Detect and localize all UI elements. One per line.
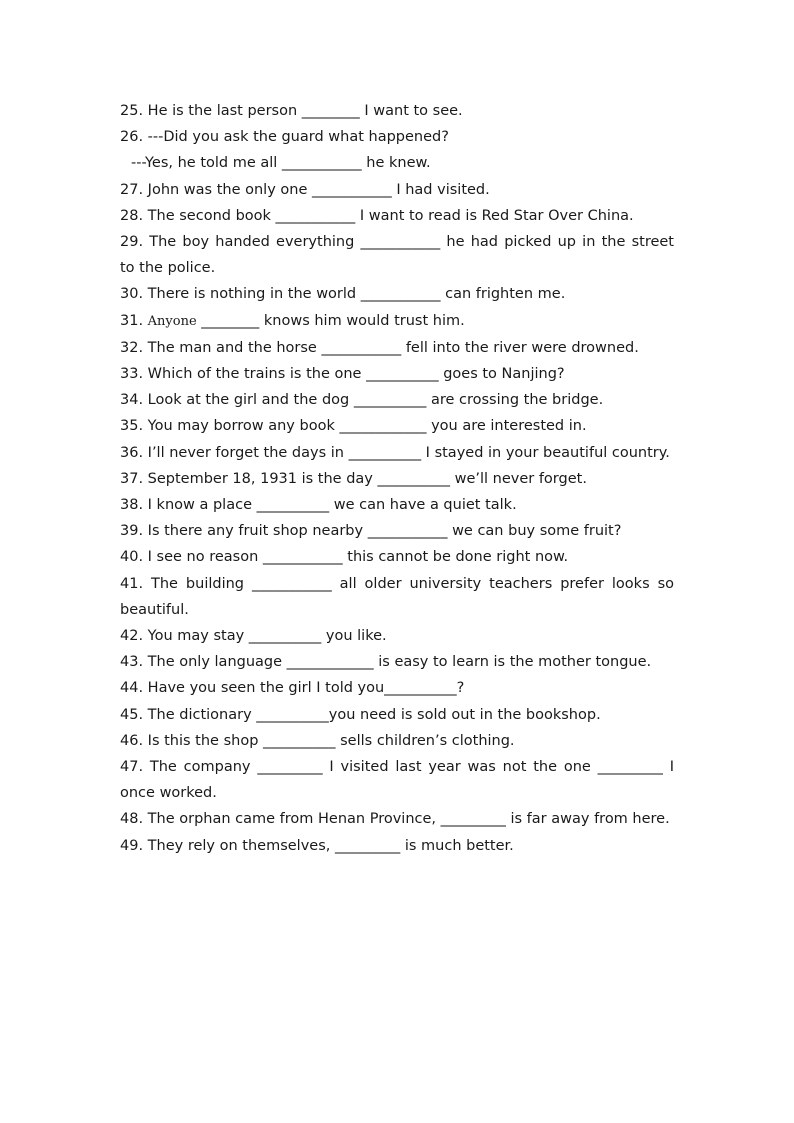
question-27: 27. John was the only one ___________ I had visited.	[120, 181, 490, 198]
question-46: 46. Is this the shop __________ sells children’s clothing.	[120, 732, 515, 749]
question-37: 37. September 18, 1931 is the day __________ we’ll never forget.	[120, 470, 587, 487]
question-29: 29. The boy handed everything ___________ he had picked up in the street to the police.	[120, 234, 679, 277]
question-30: 30. There is nothing in the world ___________ can frighten me.	[120, 286, 566, 303]
question-26-prompt: 26. ---Did you ask the guard what happened?	[120, 129, 449, 146]
exercise-list	[120, 98, 679, 859]
question-43: 43. The only language ____________ is easy to learn is the mother tongue.	[120, 654, 652, 671]
question-33: 33. Which of the trains is the one __________ goes to Nanjing?	[120, 366, 565, 383]
question-32: 32. The man and the horse ___________ fell into the river were drowned.	[120, 339, 639, 356]
question-39: 39. Is there any fruit shop nearby ___________ we can buy some fruit?	[120, 523, 622, 540]
question-31-word: Anyone	[147, 313, 197, 329]
question-45: 45. The dictionary __________you need is sold out in the bookshop.	[120, 706, 601, 723]
question-36: 36. I’ll never forget the days in __________ I stayed in your beautiful country.	[120, 444, 670, 461]
question-47: 47. The company _________ I visited last year was not the one _________ I once worked.	[120, 759, 679, 802]
question-49: 49. They rely on themselves, _________ is much better.	[120, 837, 514, 854]
question-26-reply: ---Yes, he told me all ___________ he knew.	[131, 155, 431, 172]
question-41: 41. The building ___________ all older university teachers prefer looks so beautiful.	[120, 575, 679, 618]
question-42: 42. You may stay __________ you like.	[120, 628, 387, 645]
question-40: 40. I see no reason ___________ this cannot be done right now.	[120, 549, 569, 566]
question-44: 44. Have you seen the girl I told you__________?	[120, 680, 465, 697]
question-31	[120, 308, 674, 335]
question-34: 34. Look at the girl and the dog __________ are crossing the bridge.	[120, 392, 604, 409]
question-38: 38. I know a place __________ we can have a quiet talk.	[120, 497, 517, 514]
question-25: 25. He is the last person ________ I want to see.	[120, 103, 463, 119]
question-31-number: 31.	[120, 312, 148, 329]
question-31-rest: ________ knows him would trust him.	[196, 312, 465, 329]
question-35: 35. You may borrow any book ____________ you are interested in.	[120, 418, 587, 435]
question-28: 28. The second book ___________ I want to read is Red Star Over China.	[120, 207, 634, 224]
question-48: 48. The orphan came from Henan Province, _________ is far away from here.	[120, 811, 670, 828]
question-26	[120, 124, 674, 176]
